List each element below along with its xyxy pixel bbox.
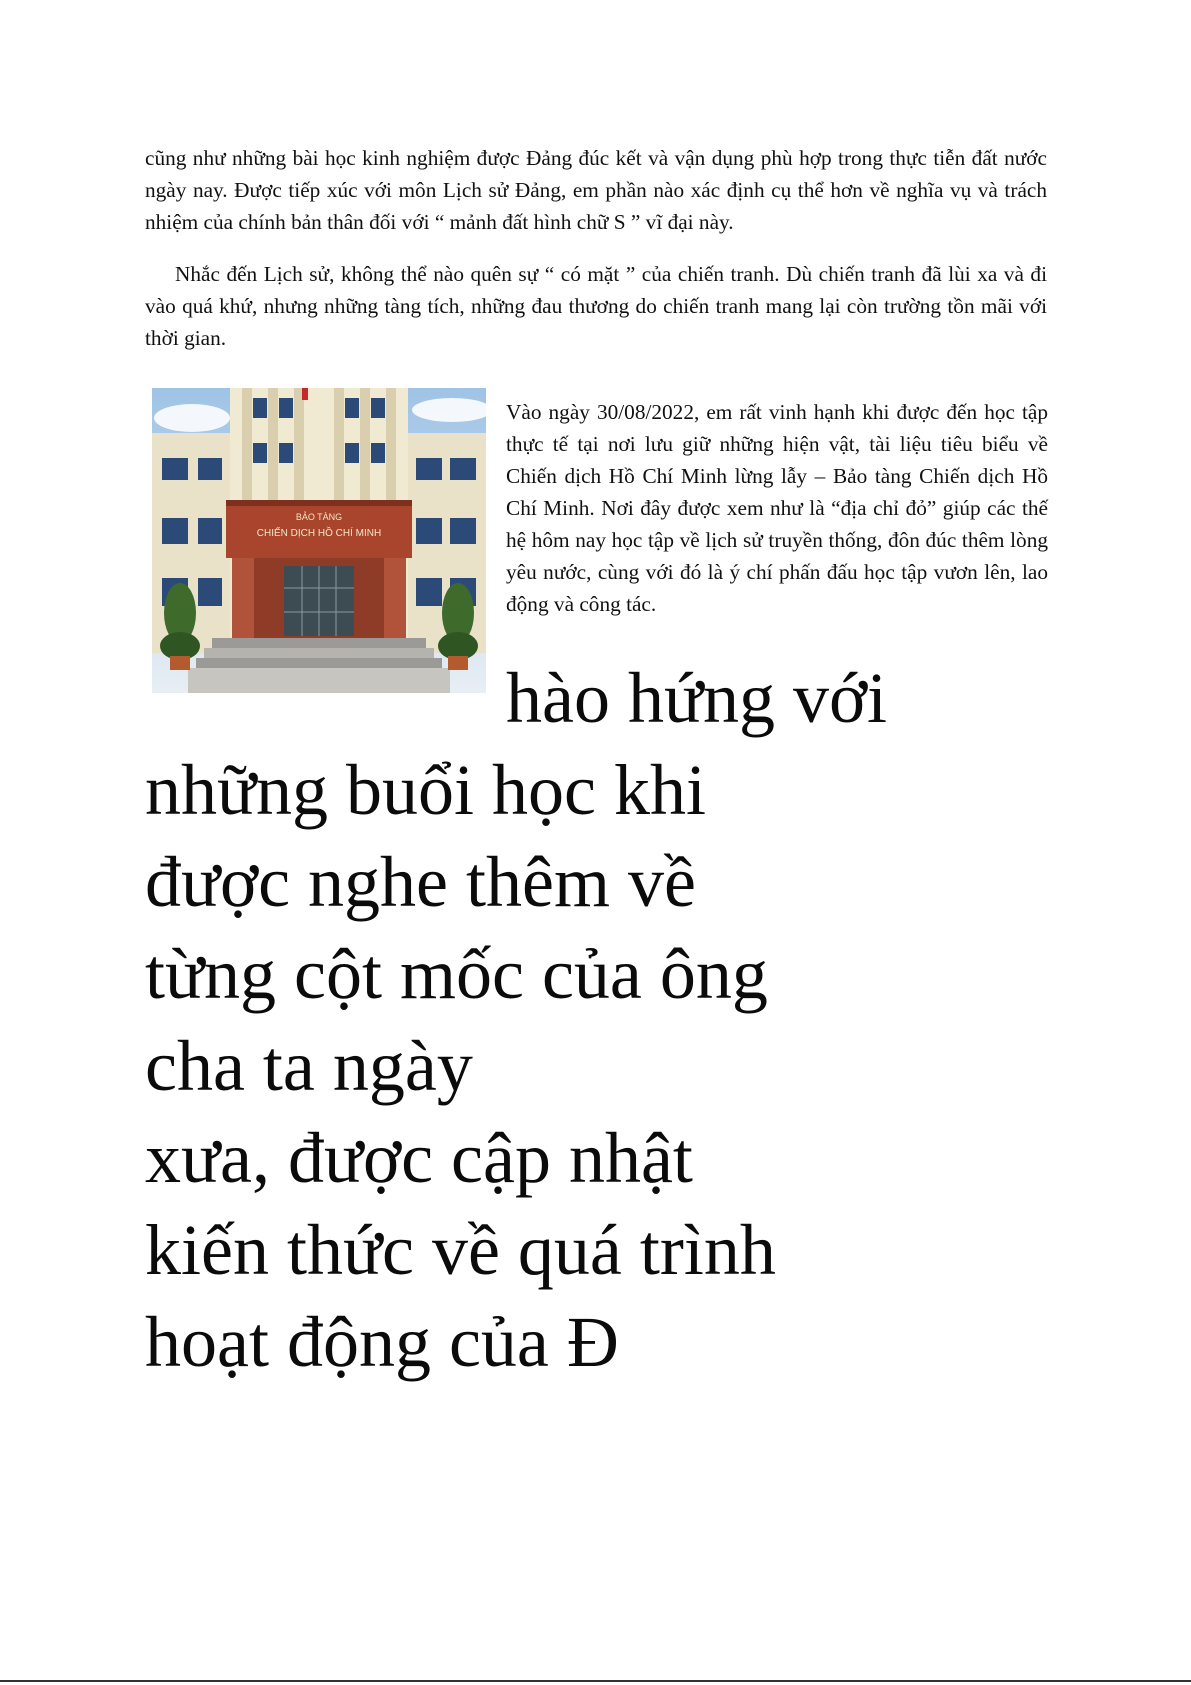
paragraph-war: Nhắc đến Lịch sử, không thể nào quên sự “ có mặt ” của chiến tranh. Dù chiến tranh đã lùi xa và đi vào quá khứ, nhưng những tàng tích, những đau thương do chiến tranh mang lại còn trường tồn mãi với thời gian.: [145, 262, 1047, 350]
large-text-line: những buổi học khi: [145, 750, 706, 830]
large-text-line: được nghe thêm về: [145, 842, 696, 922]
large-text-block: [145, 744, 776, 1388]
paragraph-museum-visit: Vào ngày 30/08/2022, em rất vinh hạnh khi được đến học tập thực tế tại nơi lưu giữ những hiện vật, tài liệu tiêu biểu về Chiến dịch Hồ Chí Minh lừng lẫy – Bảo tàng Chiến dịch Hồ Chí Minh. Nơi đây được xem như là “địa chỉ đỏ” giúp các thế hệ hôm nay học tập về lịch sử truyền thống, đôn đúc thêm lòng yêu nước, cùng với đó là ý chí phấn đấu học tập vươn lên, lao động và công tác.: [506, 400, 1048, 616]
paragraph-intro: cũng như những bài học kinh nghiệm được Đảng đúc kết và vận dụng phù hợp trong thực tiễn đất nước ngày nay. Được tiếp xúc với môn Lịch sử Đảng, em phần nào xác định cụ thể hơn về nghĩa vụ và trách nhiệm của chính bản thân đối với “ mảnh đất hình chữ S ” vĩ đại này.: [145, 146, 1047, 234]
large-text-first-line: hào hứng với: [506, 658, 888, 738]
museum-sign-line1: BẢO TÀNG: [295, 512, 343, 522]
large-text-line: kiến thức về quá trình: [145, 1210, 776, 1290]
large-text-line: từng cột mốc của ông: [145, 934, 768, 1014]
large-text-line: hoạt động của Đ: [145, 1302, 619, 1382]
museum-photo: [152, 388, 486, 693]
museum-sign-line2: CHIẾN DỊCH HỒ CHÍ MINH: [256, 528, 382, 539]
large-text-line: cha ta ngày: [145, 1026, 473, 1106]
large-text-line: xưa, được cập nhật: [145, 1118, 693, 1198]
page-bottom-rule: [0, 1680, 1191, 1682]
